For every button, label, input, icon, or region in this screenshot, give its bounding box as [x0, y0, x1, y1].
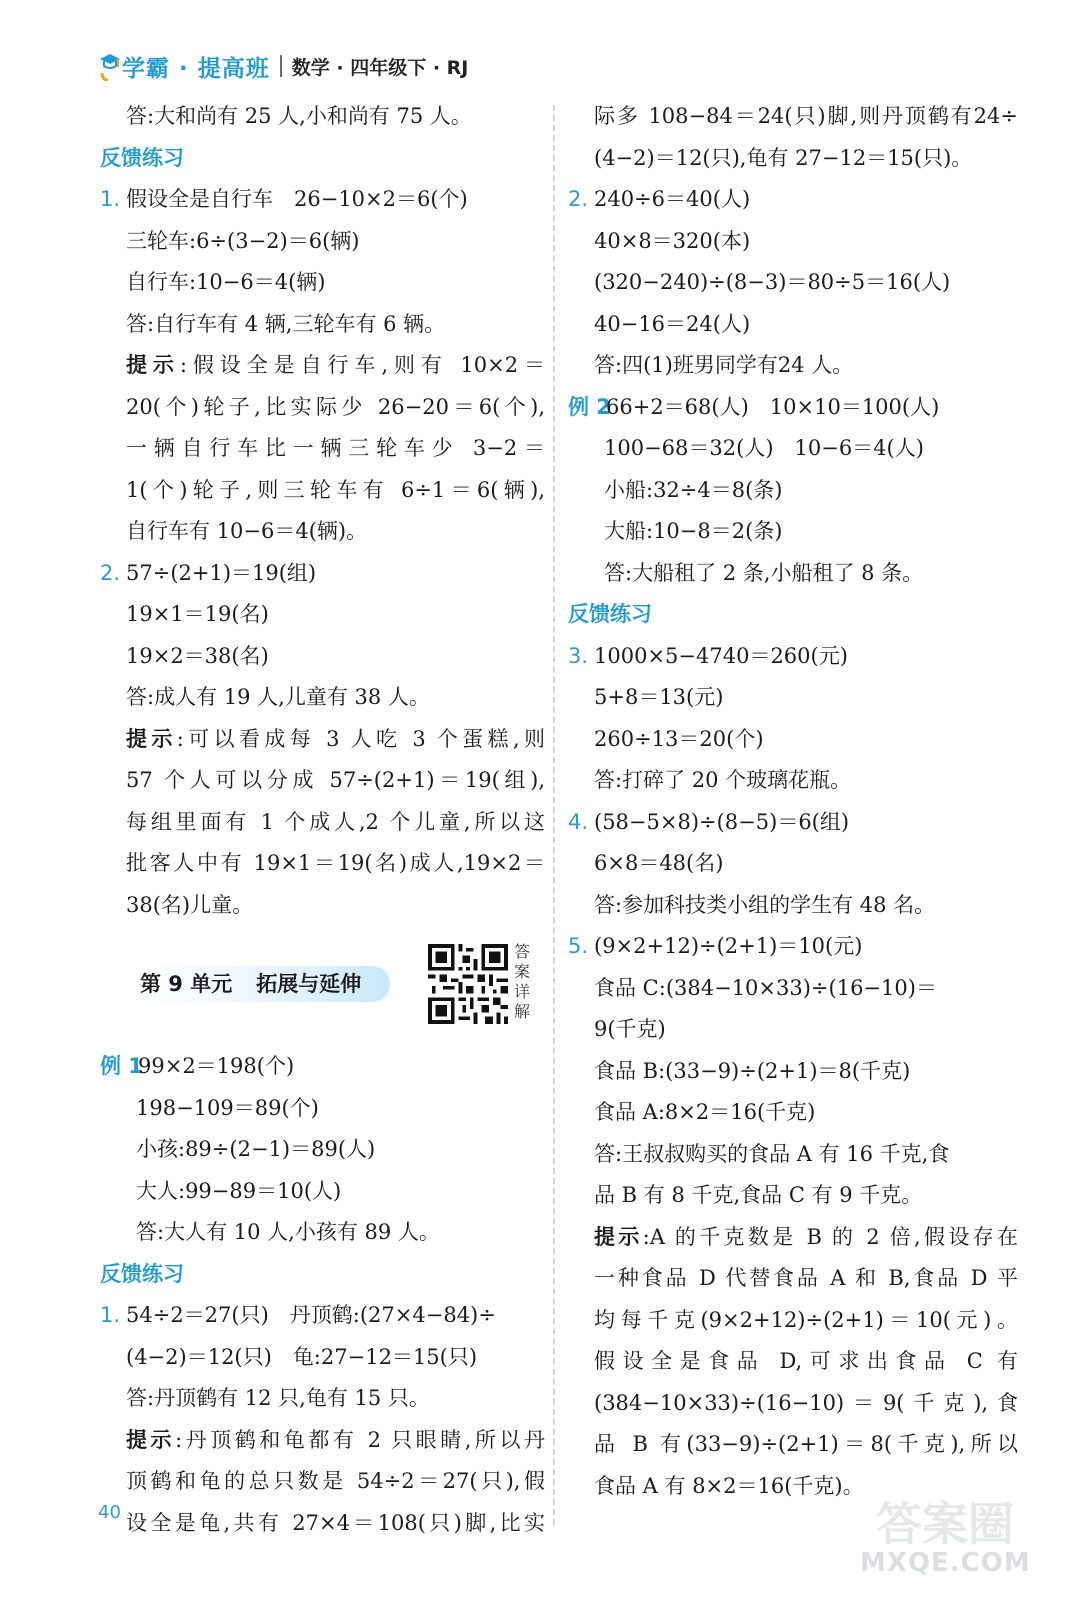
text-line: 品 B 有 8 千克,食品 C 有 9 千克。 [594, 1183, 923, 1207]
qr-code-icon[interactable] [428, 944, 508, 1024]
hint-label: 提示 [126, 353, 180, 377]
text-line: 答:自行车有 4 辆,三轮车有 6 辆。 [126, 311, 446, 336]
text-line: 260÷13＝20(个) [594, 726, 764, 751]
text-line: 40−16＝24(人) [594, 311, 751, 336]
text-line: 答:打碎了 20 个玻璃花瓶。 [594, 768, 852, 792]
example-label: 例 2 [568, 394, 611, 419]
section-heading: 反馈练习 [568, 602, 652, 626]
graduation-cap-icon [98, 51, 120, 81]
brand-title: 学霸 · 提高班 [122, 55, 270, 82]
hint-line: 一辆自行车比一辆三轮车少 3−2＝ [126, 436, 545, 460]
hint-line: 均每千克(9×2+12)÷(2+1)＝10(元)。 [594, 1307, 1018, 1332]
question-line [568, 179, 1018, 221]
text-line: 答:参加科技类小组的学生有 48 名。 [594, 892, 936, 917]
text: 假设全是自行车 26−10×2＝6(个) [126, 187, 468, 211]
text-line: 5+8＝13(元) [594, 685, 724, 709]
question-number: 1. [100, 187, 121, 211]
hint-line: 品 B 有(33−9)÷(2+1)＝8(千克),所以 [594, 1432, 1018, 1456]
text-line: 自行车:10−6＝4(辆) [126, 270, 326, 294]
hint-line: 57 个人可以分成 57÷(2+1)＝19(组), [126, 768, 545, 792]
text-line: (4−2)＝12(只) 龟:27−12＝15(只) [126, 1344, 478, 1369]
text-line: 答:王叔叔购买的食品 A 有 16 千克,食 [594, 1141, 950, 1166]
question-number: 2. [568, 187, 589, 211]
text-line: 19×2＝38(名) [126, 643, 269, 668]
text-line: 198−109＝89(个) [136, 1095, 319, 1120]
text-line: 大船:10−8＝2(条) [604, 519, 783, 543]
hint-line: 际多 108−84＝24(只)脚,则丹顶鹤有24÷ [594, 104, 1018, 128]
right-column [568, 96, 1018, 1507]
text: 99×2＝198(个) [138, 1054, 295, 1078]
text: :假设全是自行车,则有 10×2＝ [179, 353, 546, 377]
page-header [98, 48, 468, 84]
qr-label: 答案详解 [514, 942, 531, 1021]
text-line: 答:成人有 19 人,儿童有 38 人。 [126, 685, 430, 709]
text-line: 答:大船租了 2 条,小船租了 8 条。 [604, 560, 924, 585]
text-line: 小孩:89÷(2−1)＝89(人) [136, 1137, 376, 1161]
text: 66+2＝68(人) 10×10＝100(人) [606, 394, 940, 419]
text-line: 食品 A:8×2＝16(千克) [594, 1100, 816, 1124]
text-line: (320−240)÷(8−3)＝80÷5＝16(人) [594, 270, 951, 294]
question-line [568, 802, 1018, 844]
unit-title [140, 966, 361, 1002]
question-line [100, 553, 545, 595]
hint-line [100, 719, 545, 761]
question-number: 4. [568, 809, 589, 834]
question-line [100, 179, 545, 221]
text-line: 大人:99−89＝10(人) [136, 1178, 342, 1203]
text-line: 小船:32÷4＝8(条) [604, 477, 783, 502]
watermark-logo: 答案圈 [876, 1497, 1014, 1551]
hint-line: 顶鹤和龟的总只数是 54÷2＝27(只),假 [126, 1469, 545, 1493]
text-line: 食品 B:(33−9)÷(2+1)＝8(千克) [594, 1058, 911, 1083]
hint-label: 提示 [594, 1224, 643, 1249]
hint-line: 1(个)轮子,则三轮车有 6÷1＝6(辆), [126, 477, 545, 502]
text-line: 40×8＝320(本) [594, 228, 751, 253]
hint-line: 自行车有 10−6＝4(辆)。 [126, 519, 368, 543]
hint-line: 设全是龟,共有 27×4＝108(只)脚,比实 [126, 1510, 545, 1535]
hint-line: 每组里面有 1 个成人,2 个儿童,所以这 [126, 809, 545, 834]
question-number: 3. [568, 643, 589, 668]
text-line: 答:大和尚有 25 人,小和尚有 75 人。 [126, 104, 472, 128]
question-line [100, 1295, 545, 1337]
header-separator [280, 55, 282, 77]
hint-line [100, 345, 545, 387]
text-line: 答:大人有 10 人,小孩有 89 人。 [136, 1220, 440, 1244]
hint-line: 假设全是食品 D,可求出食品 C 有 [594, 1349, 1018, 1373]
watermark-url: MXQE.COM [860, 1548, 1031, 1578]
text: 57÷(2+1)＝19(组) [126, 560, 317, 585]
hint-line [100, 1420, 545, 1462]
text-line: 9(千克) [594, 1017, 666, 1041]
text: :A 的千克数是 B 的 2 倍,假设存在 [642, 1224, 1018, 1249]
text-line: 100−68＝32(人) 10−6＝4(人) [604, 436, 924, 460]
hint-line: 38(名)儿童。 [126, 892, 254, 917]
unit-name: 拓展与延伸 [256, 972, 362, 996]
text: 240÷6＝40(人) [594, 187, 751, 211]
text-line: 答:丹顶鹤有 12 只,龟有 15 只。 [126, 1386, 430, 1410]
page-number: 40 [98, 1502, 121, 1523]
section-heading: 反馈练习 [100, 145, 184, 170]
hint-line: (4−2)＝12(只),龟有 27−12＝15(只)。 [594, 145, 973, 170]
example-line [568, 387, 1018, 429]
text: 1000×5−4740＝260(元) [594, 643, 848, 668]
text: :丹顶鹤和龟都有 2 只眼睛,所以丹 [175, 1427, 545, 1452]
unit-number: 第 9 单元 [140, 972, 233, 996]
hint-line: 一种食品 D 代替食品 A 和 B,食品 D 平 [594, 1266, 1018, 1290]
text: (58−5×8)÷(8−5)＝6(组) [594, 809, 850, 834]
question-line [568, 926, 1018, 968]
hint-line: (384−10×33)÷(16−10)＝9(千克),食 [594, 1390, 1018, 1415]
example-label: 例 1 [100, 1054, 143, 1078]
subject-title: 数学 · 四年级下 · RJ [291, 56, 469, 79]
text-line: 食品 C:(384−10×33)÷(16−10)＝ [594, 975, 937, 1000]
question-number: 5. [568, 934, 589, 958]
hint-label: 提示 [126, 1427, 176, 1452]
text: 54÷2＝27(只) 丹顶鹤:(27×4−84)÷ [126, 1303, 496, 1327]
section-heading: 反馈练习 [100, 1261, 184, 1286]
hint-line: 食品 A 有 8×2＝16(千克)。 [594, 1473, 864, 1498]
hint-line [568, 1217, 1018, 1259]
question-line [568, 636, 1018, 678]
left-column [100, 96, 545, 1544]
example-line [100, 1046, 545, 1088]
hint-line: 批客人中有 19×1＝19(名)成人,19×2＝ [126, 851, 545, 875]
text: :可以看成每 3 人吃 3 个蛋糕,则 [176, 726, 545, 751]
question-number: 1. [100, 1303, 121, 1327]
watermark [860, 1488, 1040, 1588]
column-divider [553, 105, 555, 1525]
hint-label: 提示 [126, 726, 177, 751]
text-line: 19×1＝19(名) [126, 602, 269, 626]
unit-header [100, 926, 545, 1046]
text-line: 答:四(1)班男同学有24 人。 [594, 353, 854, 377]
text: (9×2+12)÷(2+1)＝10(元) [594, 934, 863, 958]
text-line: 6×8＝48(名) [594, 851, 724, 875]
text-line: 三轮车:6÷(3−2)＝6(辆) [126, 228, 360, 253]
hint-line: 20(个)轮子,比实际少 26−20＝6(个), [126, 394, 545, 419]
question-number: 2. [100, 560, 121, 585]
